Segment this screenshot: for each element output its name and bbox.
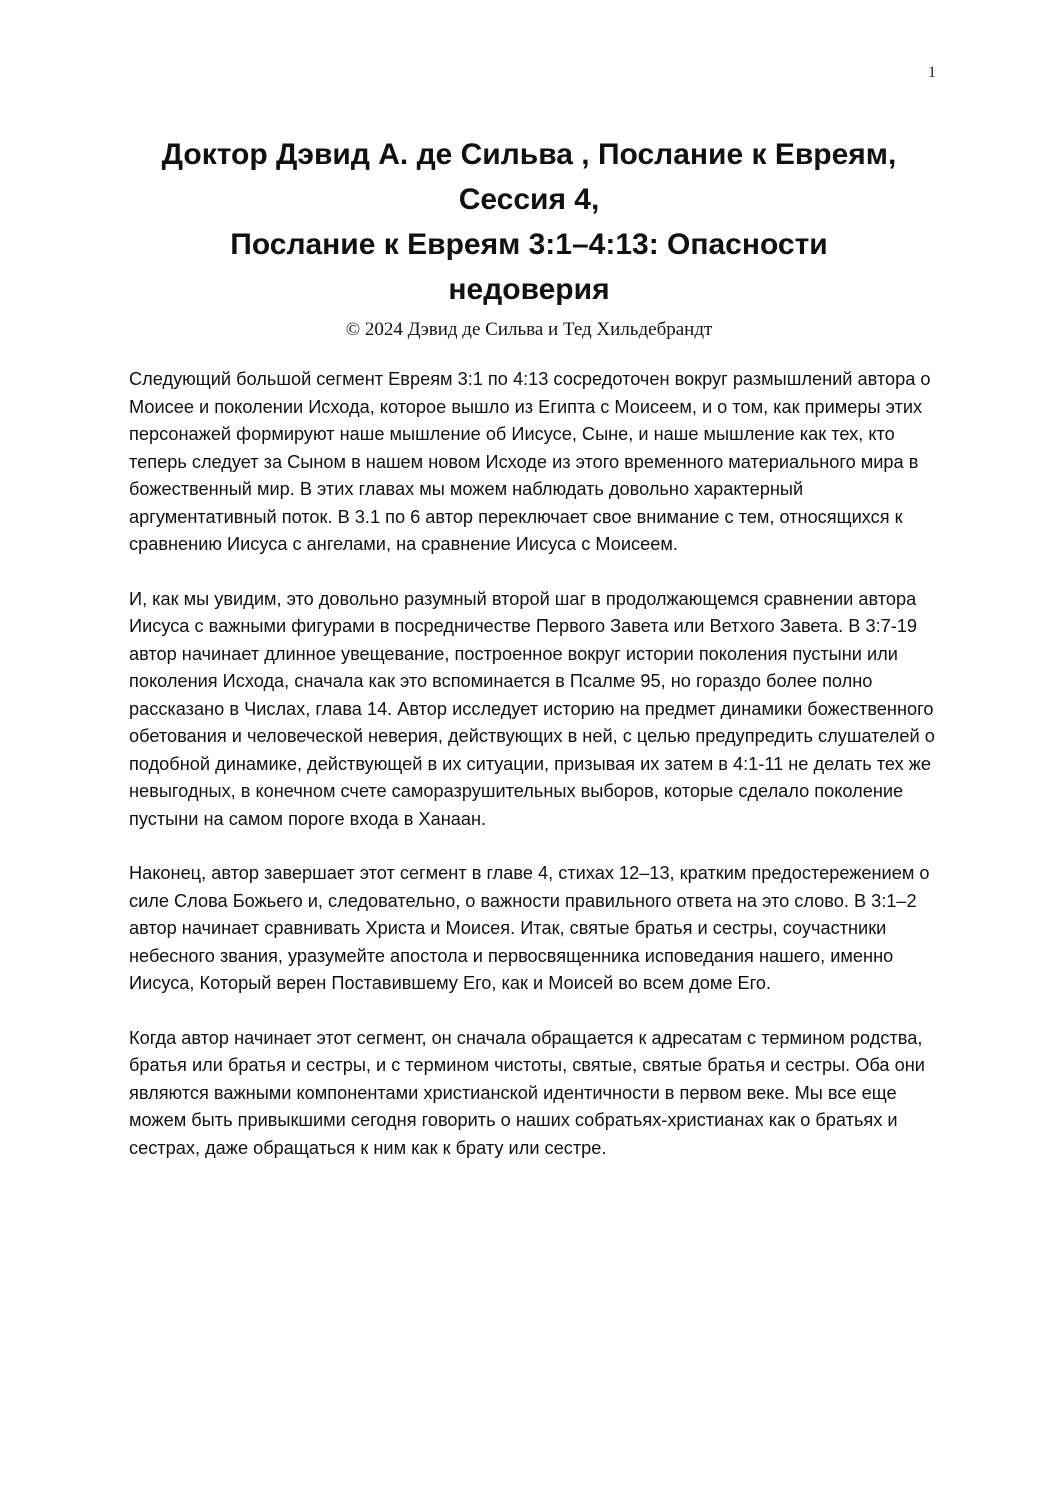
copyright-notice: © 2024 Дэвид де Сильва и Тед Хильдебрандт [345,319,713,340]
title-line-3: Послание к Евреям 3:1–4:13: Опасности [230,228,828,261]
paragraph-4: Когда автор начинает этот сегмент, он сначала обращается к адресатам с термином родства, братья или братья и сестры, и с термином чистоты, святые, святые братья и сестры. Оба они являются важными компонентами христианской идентичности в первом веке. Мы все еще можем быть привыкшими сегодня говорить о наших собратьях-христианах как о братьях и сестрах, даже обращаться к ним как к брату или сестре. [129,1027,925,1158]
title-line-1: Доктор Дэвид А. де Сильва , Послание к Евреям, [161,138,897,171]
title-line-2: Сессия 4, [458,183,600,216]
document-header [100,132,958,342]
paragraph-2: И, как мы увидим, это довольно разумный второй шаг в продолжающемся сравнении автора Иисуса с важными фигурами в посредничестве Первого Завета или Ветхого Завета. В 3:7-19 автор начинает длинное увещевание, построенное вокруг истории поколения пустыни или поколения Исхода, сначала как это вспоминается в Псалме 95, но гораздо более полно рассказано в Числах, глава 14. Автор исследует историю на предмет динамики божественного обетования и человеческой неверия, действующих в ней, с целью предупредить слушателей о подобной динамике, действующей в их ситуации, призывая их затем в 4:1-11 не делать тех же невыгодных, в конечном счете саморазрушительных выборов, которые сделало поколение пустыни на самом пороге входа в Ханаан. [129,588,935,829]
document-body [129,366,941,1189]
title-line-4: недоверия [448,273,610,306]
paragraph-3: Наконец, автор завершает этот сегмент в главе 4, стихах 12–13, кратким предостережением о силе Слова Божьего и, следовательно, о важности правильного ответа на это слово. В 3:1–2 автор начинает сравнивать Христа и Моисея. Итак, святые братья и сестры, соучастники небесного звания, уразумейте апостола и первосвященника исповедания нашего, именно Иисуса, Который верен Поставившему Его, как и Моисей во всем доме Его. [129,863,930,993]
paragraph-1: Следующий большой сегмент Евреям 3:1 по 4:13 сосредоточен вокруг размышлений автора о Моисее и поколении Исхода, которое вышло из Египта с Моисеем, и о том, как примеры этих персонажей формируют наше мышление об Иисусе, Сыне, и наше мышление как тех, кто теперь следует за Сыном в нашем новом Исходе из этого временного материального мира в божественный мир. В этих главах мы можем наблюдать довольно характерный аргументативный поток. В 3.1 по 6 автор переключает свое внимание с тем, относящихся к сравнению Иисуса с ангелами, на сравнение Иисуса с Моисеем. [129,369,931,554]
page-number: 1 [928,64,936,81]
